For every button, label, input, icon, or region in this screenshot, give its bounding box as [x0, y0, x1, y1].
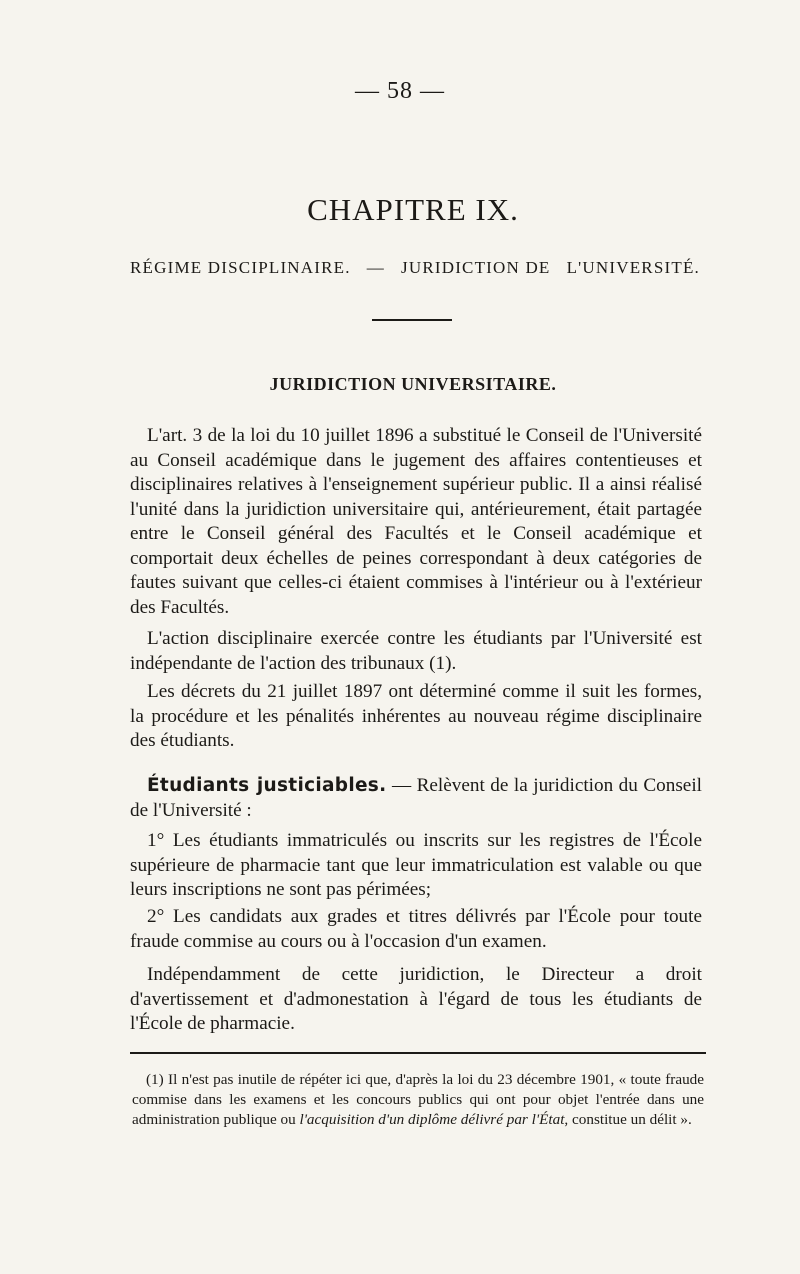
- page-number: — 58 —: [355, 78, 445, 104]
- subtitle-right: L'UNIVERSITÉ.: [566, 258, 700, 277]
- paragraph-6: [130, 905, 702, 954]
- footnote-italic: l'acquisition d'un diplôme délivré par l'État: [299, 1111, 565, 1128]
- footnote-body: (1) Il n'est pas inutile de répéter ici que, d'après la loi du 23 décembre 1901, « toute fraude commise dans les examens et les concours publics qui ont pour objet l'entrée dans une administration publique ou: [132, 1071, 704, 1128]
- paragraph-2: [130, 627, 702, 676]
- paragraph-7: [130, 963, 702, 1037]
- paragraph-continuation: — Relèvent de la juridiction du Conseil de l'Université :: [130, 775, 702, 821]
- title-divider: [372, 319, 452, 321]
- paragraph-text: Indépendamment de cette juridiction, le Directeur a droit d'avertissement et d'admonestation à l'égard de tous les étudiants de l'École de pharmacie.: [130, 964, 702, 1034]
- paragraph-text: 2° Les candidats aux grades et titres délivrés par l'École pour toute fraude commise au cours ou à l'occasion d'un examen.: [130, 906, 702, 952]
- paragraph-text: [130, 774, 702, 823]
- chapter-subtitle: [130, 258, 700, 278]
- paragraph-text: 1° Les étudiants immatriculés ou inscrits sur les registres de l'École supérieure de pharmacie tant que leur immatriculation est valable ou que leurs inscriptions ne sont pas périmées;: [130, 830, 702, 900]
- paragraph-1: [130, 424, 702, 620]
- subtitle-middle: JURIDICTION DE: [401, 258, 551, 277]
- paragraph-4: [130, 774, 702, 823]
- paragraph-text: L'action disciplinaire exercée contre les étudiants par l'Université est indépendante de l'action des tribunaux (1).: [130, 628, 702, 674]
- footnote-text: [132, 1070, 704, 1130]
- footnote: [132, 1070, 704, 1130]
- paragraph-text: L'art. 3 de la loi du 10 juillet 1896 a substitué le Conseil de l'Université au Conseil académique dans le jugement des affaires contentieuses et disciplinaires relatives à l'enseignement supérieur public. Il a ainsi réalisé l'unité dans la juridiction universitaire qui, antérieurement, était partagée entre le Conseil général des Facultés et le Conseil académique et comportait deux échelles de peines correspondant à deux catégories de fautes suivant que celles-ci étaient commises à l'intérieur ou à l'extérieur des Facultés.: [130, 425, 702, 618]
- section-heading: JURIDICTION UNIVERSITAIRE.: [269, 374, 557, 394]
- chapter-title: CHAPITRE IX.: [307, 192, 519, 227]
- footnote-end: , constitue un délit ».: [564, 1111, 692, 1128]
- subtitle-dash: —: [366, 258, 385, 277]
- subsection-heading: Étudiants justiciables.: [147, 775, 387, 796]
- paragraph-3: [130, 680, 702, 754]
- subtitle-left: RÉGIME DISCIPLINAIRE.: [130, 258, 351, 277]
- footnote-divider: [130, 1052, 706, 1054]
- paragraph-text: Les décrets du 21 juillet 1897 ont déterminé comme il suit les formes, la procédure et les pénalités inhérentes au nouveau régime disciplinaire des étudiants.: [130, 681, 702, 751]
- paragraph-5: [130, 829, 702, 903]
